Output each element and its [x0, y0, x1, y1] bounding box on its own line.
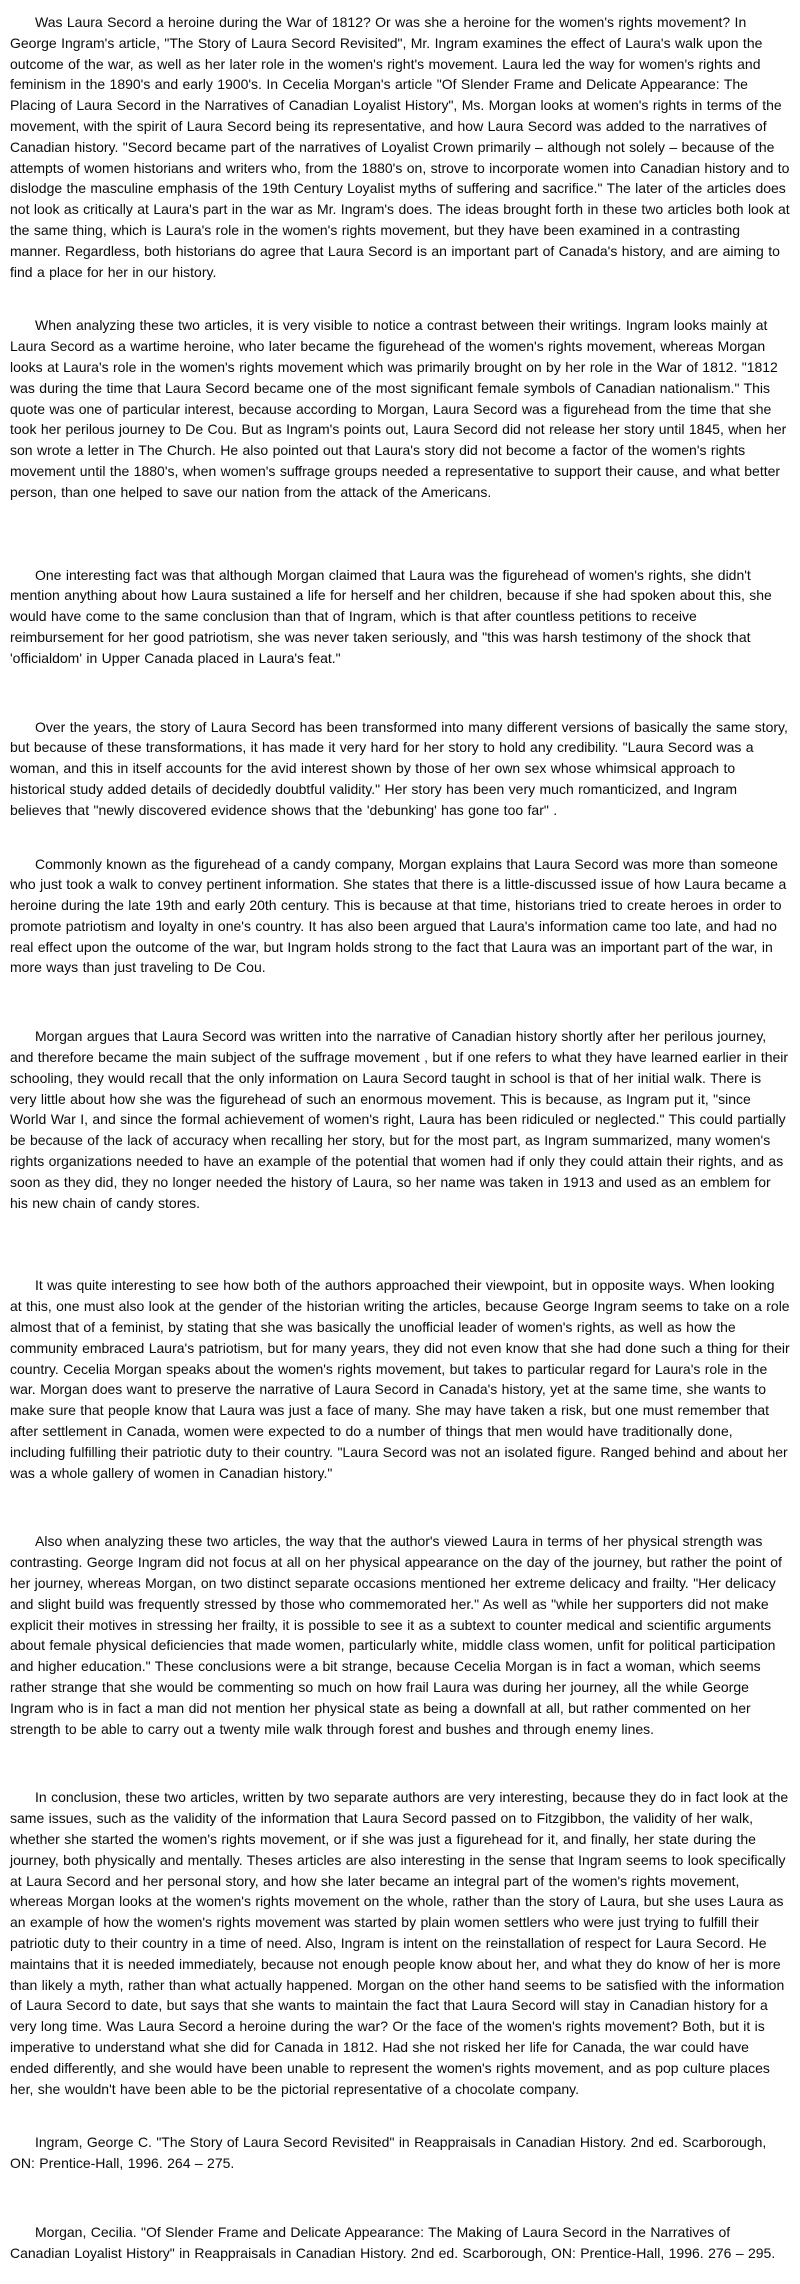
essay-paragraph-intro: Was Laura Secord a heroine during the War of 1812? Or was she a heroine for the women's rights movement? In George Ingram's article, "The Story of Laura Secord Revisited", Mr. Ingram examines the effect of Laura's walk upon the outcome of the war, as well as her later role in the women's right's movement. Laura led the way for women's rights and feminism in the 1890's and early 1900's. In Cecelia Morgan's article "Of Slender Frame and Delicate Appearance: The Placing of Laura Secord in the Narratives of Canadian Loyalist History", Ms. Morgan looks at women's rights in terms of the movement, with the spirit of Laura Secord being its representative, and how Laura Secord was added to the narratives of Canadian history. "Secord became part of the narratives of Loyalist Crown primarily – although not solely – because of the attempts of women historians and writers who, from the 1880's on, strove to incorporate women into Canadian history and to dislodge the masculine emphasis of the 19th Century Loyalist myths of suffering and sacrifice." The later of the articles does not look as critically at Laura's part in the war as Mr. Ingram's does. The ideas brought forth in these two articles both look at the same thing, which is Laura's role in the women's rights movement, but they have been examined in a contrasting manner. Regardless, both historians do agree that Laura Secord is an important part of Canada's history, and are aiming to find a place for her in our history.	[10, 14, 790, 280]
essay-paragraph-strength: Also when analyzing these two articles, the way that the author's viewed Laura in terms of her physical strength was contrasting. George Ingram did not focus at all on her physical appearance on the day of the journey, but rather the point of her journey, whereas Morgan, on two distinct separate occasions mentioned her extreme delicacy and frailty. "Her delicacy and slight build was frequently stressed by those who commemorated her." As well as "while her supporters did not make explicit their motives in stressing her frailty, it is possible to see it as a subtext to counter medical and scientific arguments about female physical deficiencies that made women, particularly white, middle class women, unfit for political participation and higher education." These conclusions were a bit strange, because Cecelia Morgan is in fact a woman, which seems rather strange that she would be commenting so much on how frail Laura was during her journey, all the while George Ingram who is in fact a man did not mention her physical state as being a downfall at all, but rather commented on her strength to be able to carry out a twenty mile walk through forest and bushes and through enemy lines.	[10, 1533, 782, 1737]
essay-paragraph-fact: One interesting fact was that although Morgan claimed that Laura was the figurehead of women's rights, she didn't mention anything about how Laura sustained a life for herself and her children, because if she had spoken about this, she would have come to the same conclusion than that of Ingram, which is that after countless petitions to receive reimbursement for her good patriotism, she was never taken seriously, and "this was harsh testimony of the shock that 'officialdom' in Upper Canada placed in Laura's feat."	[10, 566, 772, 666]
essay-paragraph-contrast: When analyzing these two articles, it is very visible to notice a contrast between their writings. Ingram looks mainly at Laura Secord as a wartime heroine, who later became the figurehead of the women's rights movement, whereas Morgan looks at Laura's role in the women's rights movement which was primarily brought on by her role in the War of 1812. "1812 was during the time that Laura Secord became one of the most significant female symbols of Canadian nationalism." This quote was one of particular interest, because according to Morgan, Laura Secord was a figurehead from the time that she took her perilous journey to De Cou. But as Ingram's points out, Laura Secord did not release her story until 1845, when her son wrote a letter in The Church. He also pointed out that Laura's story did not become a factor of the women's rights movement until the 1880's, when women's suffrage groups needed a representative to support their cause, and what better person, than one helped to save our nation from the attack of the Americans.	[10, 317, 787, 500]
essay-paragraph-conclusion: In conclusion, these two articles, written by two separate authors are very interesting, because they do in fact look at the same issues, such as the validity of the information that Laura Secord passed on to Fitzgibbon, the validity of her walk, whether she started the women's rights movement, or if she was just a figurehead for it, and finally, her state during the journey, both physically and mentally. Theses articles are also interesting in the sense that Ingram seems to look specifically at Laura Secord and her personal story, and how she later became an integral part of the women's rights movement, whereas Morgan looks at the women's rights movement on the whole, rather than the story of Laura, but she uses Laura as an example of how the women's rights movement was started by plain women settlers who were just trying to fulfill their patriotic duty to their country in a time of need. Also, Ingram is intent on the reinstallation of respect for Laura Secord. He maintains that it is needed immediately, because not enough people know about her, and what they do know of her is more than likely a myth, rather than what actually happened. Morgan on the other hand seems to be satisfied with the information of Laura Secord to date, but says that she wants to maintain the fact that Laura Secord will stay in Canadian history for a very long time. Was Laura Secord a heroine during the war? Or the face of the women's rights movement? Both, but it is imperative to understand what she did for Canada in 1812. Had she not risked her life for Canada, the war could have ended differently, and she would have been unable to represent the women's rights movement, and as pop culture places her, she wouldn't have been able to be the pictorial representative of a chocolate company.	[10, 1789, 789, 2097]
essay-paragraph-viewpoints: It was quite interesting to see how both of the authors approached their viewpoint, but in opposite ways. When looking at this, one must also look at the gender of the historian writing the articles, because George Ingram seems to take on a role almost that of a feminist, by stating that she was basically the unofficial leader of women's rights, as well as how the community embraced Laura's patriotism, but for many years, they did not even know that she had done such a thing for their country. Cecelia Morgan speaks about the women's rights movement, but takes to particular regard for Laura's role in the war. Morgan does want to preserve the narrative of Laura Secord in Canada's history, yet at the same time, she wants to make sure that people know that Laura was just a face of many. She may have taken a risk, but one must remember that after settlement in Canada, women were expected to do a number of things that men would have traditionally done, including fulfilling their patriotic duty to their country. "Laura Secord was not an isolated figure. Ranged behind and about her was a whole gallery of women in Canadian history."	[10, 1277, 790, 1481]
essay-paragraph-versions: Over the years, the story of Laura Secord has been transformed into many different versions of basically the same story, but because of these transformations, it has made it very hard for her story to hold any credibility. "Laura Secord was a woman, and this in itself accounts for the avid interest shown by those of her own sex whose whimsical approach to historical study added details of decidedly doubtful validity." Her story has been very much romanticized, and Ingram believes that "newly discovered evidence shows that the 'debunking' has gone too far" .	[10, 718, 788, 818]
citation-morgan: Morgan, Cecilia. "Of Slender Frame and Delicate Appearance: The Making of Laura Secord in the Narratives of Canadian Loyalist History" in Reappraisals in Canadian History. 2nd ed. Scarborough, ON: Prentice-Hall, 1996. 276 – 295.	[10, 2223, 776, 2261]
essay-paragraph-candy: Commonly known as the figurehead of a candy company, Morgan explains that Laura Secord was more than someone who just took a walk to convey pertinent information. She states that there is a little-discussed issue of how Laura became a heroine during the late 19th and early 20th century. This is because at that time, historians tried to create heroes in order to promote patriotism and loyalty in one's country. It has also been argued that Laura's information came too late, and had no real effect upon the outcome of the war, but Ingram holds strong to the fact that Laura was an important part of the war, in more ways than just traveling to De Cou.	[10, 855, 787, 976]
essay-paragraph-narrative: Morgan argues that Laura Secord was written into the narrative of Canadian history shortly after her perilous journey, and therefore became the main subject of the suffrage movement , but if one refers to what they have learned earlier in their schooling, they would recall that the only information on Laura Secord taught in school is that of her initial walk. There is very little about how she was the figurehead of such an enormous movement. This is because, as Ingram put it, "since World War I, and since the formal achievement of women's right, Laura has been ridiculed or neglected." This could partially be because of the lack of accuracy when recalling her story, but for the most part, as Ingram summarized, many women's rights organizations needed to have an example of the potential that women had if only they could attain their rights, and as soon as they did, they no longer needed the history of Laura, so her name was taken in 1913 and used as an emblem for his new chain of candy stores.	[10, 1028, 789, 1211]
citation-ingram: Ingram, George C. "The Story of Laura Secord Revisited" in Reappraisals in Canadian History. 2nd ed. Scarborough, ON: Prentice-Hall, 1996. 264 – 275.	[10, 2134, 767, 2172]
